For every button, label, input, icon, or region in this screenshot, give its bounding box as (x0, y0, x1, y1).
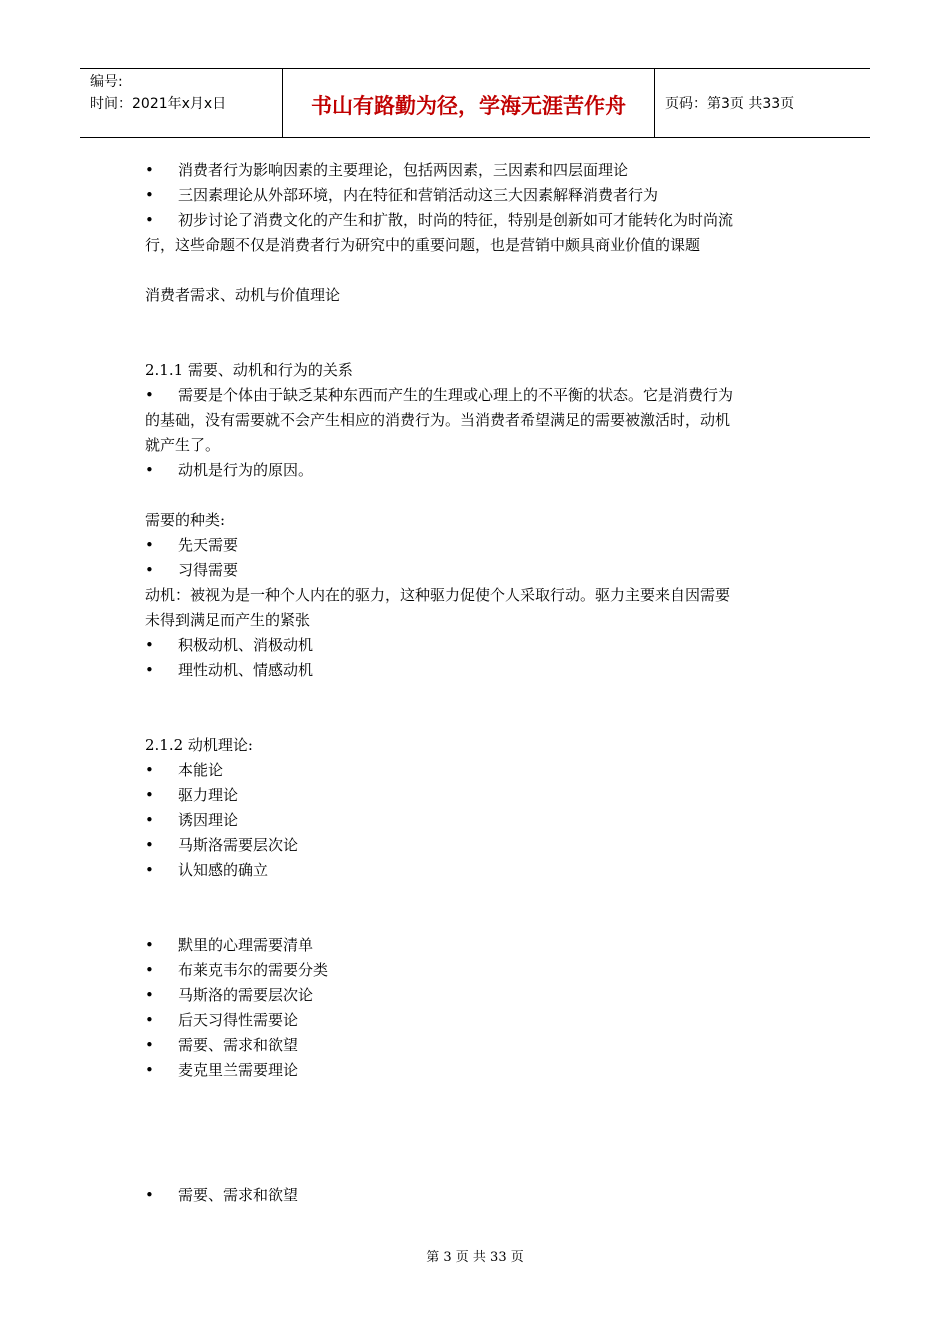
bullet-item: • 习得需要 (145, 558, 815, 583)
blank-line (145, 333, 815, 358)
bullet-item: • 诱因理论 (145, 808, 815, 833)
bullet-item: • 需要、需求和欲望 (145, 1183, 815, 1208)
bullet-item: • 认知感的确立 (145, 858, 815, 883)
text-line: 动机：被视为是一种个人内在的驱力，这种驱力促使个人采取行动。驱力主要来自因需要 (145, 586, 731, 604)
text-line: 就产生了。 (145, 436, 221, 454)
bullet-item: • 需要、需求和欲望 (145, 1033, 815, 1058)
blank-line (145, 708, 815, 733)
bullet-item: • 驱力理论 (145, 783, 815, 808)
blank-line (145, 308, 815, 333)
bullet-item: • 后天习得性需要论 (145, 1008, 815, 1033)
blank-line (145, 1133, 815, 1158)
blank-line (145, 1108, 815, 1133)
blank-line (145, 883, 815, 908)
text-line: 未得到满足而产生的紧张 (145, 611, 311, 629)
bullet-item: • 麦克里兰需要理论 (145, 1058, 815, 1083)
page-header (80, 68, 870, 138)
document-body (145, 158, 815, 1208)
time-label: 时间：2021年x月x日 (90, 96, 227, 112)
bullet-item: • 理性动机、情感动机 (145, 658, 815, 683)
text-line: 2.1.2 动机理论: (145, 736, 253, 754)
bullet-item: • 默里的心理需要清单 (145, 933, 815, 958)
header-meta (80, 69, 282, 137)
bullet-item: • 消费者行为影响因素的主要理论，包括两因素，三因素和四层面理论 (145, 158, 815, 183)
text-line: 消费者需求、动机与价值理论 (145, 286, 341, 304)
bullet-item: • 马斯洛需要层次论 (145, 833, 815, 858)
bullet-item: • 本能论 (145, 758, 815, 783)
blank-line (145, 908, 815, 933)
code-label: 编号: (90, 74, 123, 90)
text-line: 的基础，没有需要就不会产生相应的消费行为。当消费者希望满足的需要被激活时，动机 (145, 411, 731, 429)
blank-line (145, 1158, 815, 1183)
text-line: 2.1.1 需要、动机和行为的关系 (145, 361, 353, 379)
bullet-item: • 先天需要 (145, 533, 815, 558)
bullet-item: • 积极动机、消极动机 (145, 633, 815, 658)
bullet-item: • 需要是个体由于缺乏某种东西而产生的生理或心理上的不平衡的状态。它是消费行为 (145, 383, 815, 408)
bullet-item: • 初步讨论了消费文化的产生和扩散，时尚的特征，特别是创新如可才能转化为时尚流 (145, 208, 815, 233)
blank-line (145, 683, 815, 708)
text-line: 需要的种类: (145, 511, 226, 529)
header-page-info: 页码：第3页 共33页 (665, 96, 795, 112)
bullet-item: • 动机是行为的原因。 (145, 458, 815, 483)
bullet-item: • 布莱克韦尔的需要分类 (145, 958, 815, 983)
blank-line (145, 258, 815, 283)
blank-line (145, 1083, 815, 1108)
header-motto: 书山有路勤为径，学海无涯苦作舟 (282, 69, 655, 137)
bullet-item: • 马斯洛的需要层次论 (145, 983, 815, 1008)
page-footer: 第 3 页 共 33 页 (426, 1250, 524, 1265)
blank-line (145, 483, 815, 508)
bullet-item: • 三因素理论从外部环境，内在特征和营销活动这三大因素解释消费者行为 (145, 183, 815, 208)
text-line: 行，这些命题不仅是消费者行为研究中的重要问题，也是营销中颇具商业价值的课题 (145, 236, 701, 254)
